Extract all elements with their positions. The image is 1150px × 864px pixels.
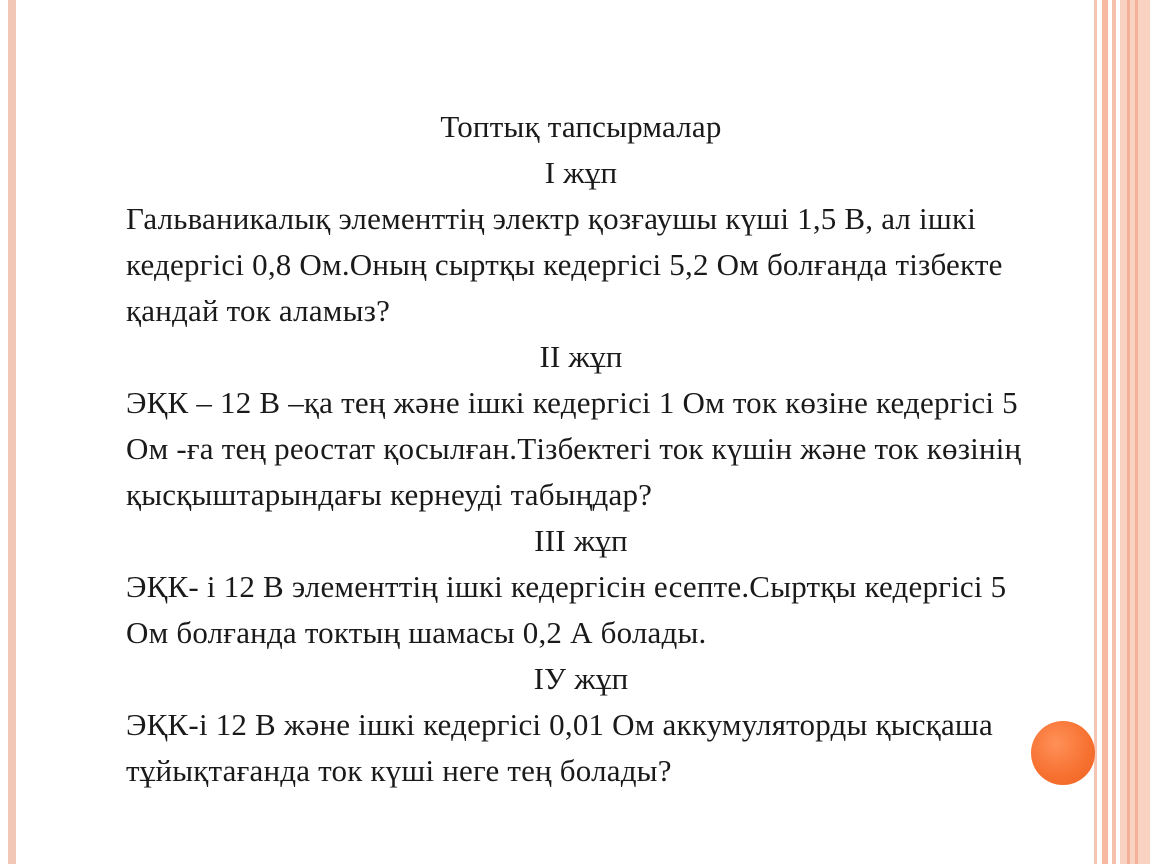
group-3-task: ЭҚК- і 12 В элементтің ішкі кедергісін есепте.Сыртқы кедергісі 5 Ом болғанда токтың шамасы 0,2 А болады. xyxy=(126,569,1007,650)
frame-stripe xyxy=(1094,0,1097,864)
group-2-task: ЭҚК – 12 В –қа тең және ішкі кедергісі 1 Ом ток көзіне кедергісі 5 Ом -ға тең реостат қосылған.Тізбектегі ток күшін және ток көзінің қысқыштарындағы кернеуді табыңдар? xyxy=(126,385,1022,512)
group-1-heading: I жұп xyxy=(544,155,618,190)
frame-stripe xyxy=(1112,0,1116,864)
orange-circle-decoration xyxy=(1031,721,1095,785)
frame-stripe xyxy=(1102,0,1108,864)
slide-content xyxy=(126,104,1036,794)
group-1-task: Гальваникалық элементтің электр қозғаушы күші 1,5 В, ал ішкі кедергісі 0,8 Ом.Оның сыртқы кедергісі 5,2 Ом болғанда тізбекте қандай ток аламыз? xyxy=(126,201,1003,328)
frame-stripe xyxy=(1135,0,1138,864)
group-3-heading: III жұп xyxy=(534,523,628,558)
group-4-task: ЭҚК-і 12 В және ішкі кедергісі 0,01 Ом аккумуляторды қысқаша тұйықтағанда ток күші неге тең болады? xyxy=(126,707,993,788)
left-frame-stripe xyxy=(8,0,16,864)
group-2-heading: II жұп xyxy=(539,339,623,374)
slide-title: Топтық тапсырмалар xyxy=(440,109,722,144)
frame-stripe xyxy=(1127,0,1130,864)
right-frame-stripes xyxy=(1094,0,1150,864)
group-4-heading: IУ жұп xyxy=(533,661,629,696)
